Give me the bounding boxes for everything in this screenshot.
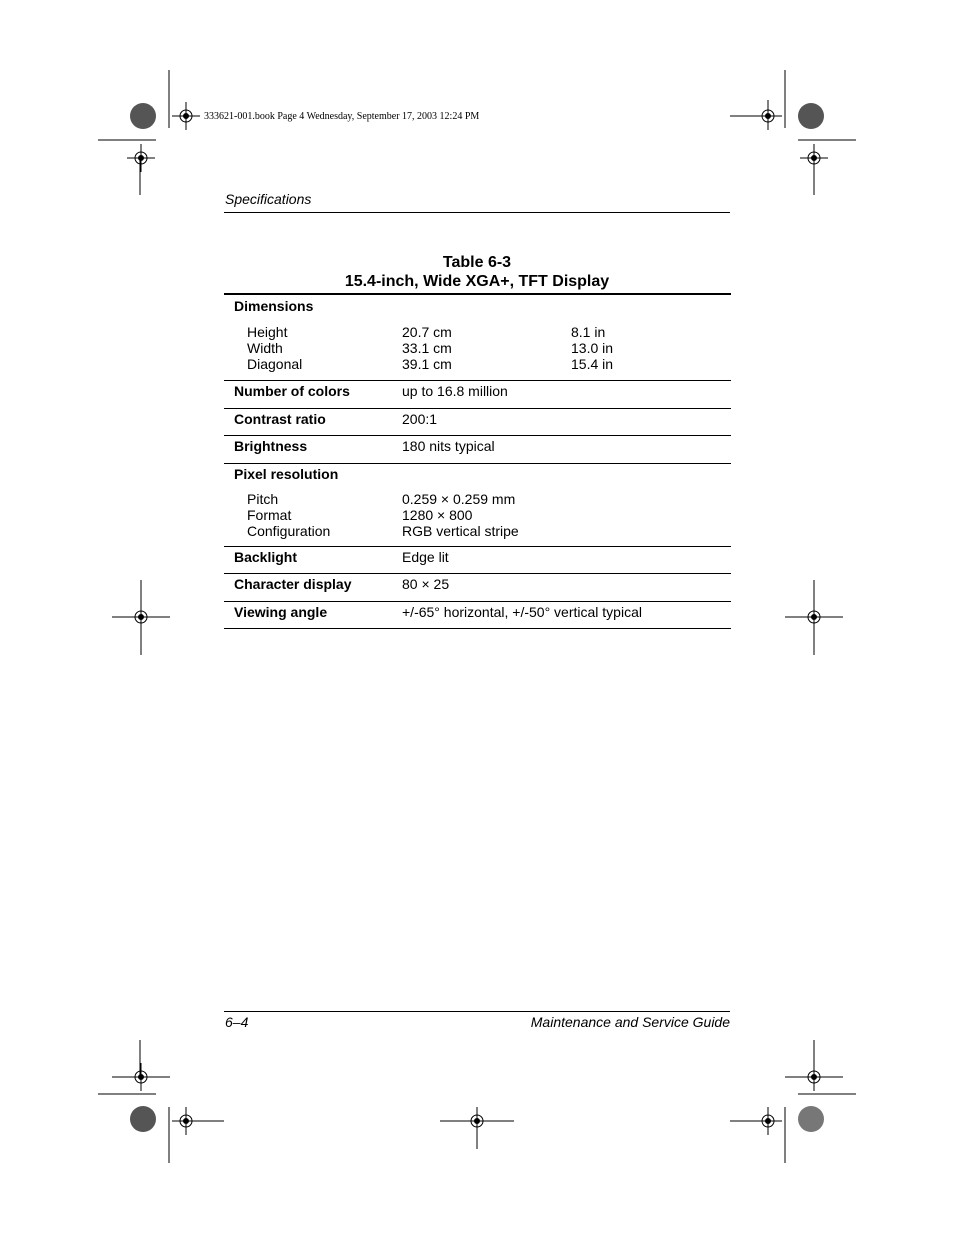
row-sublabel: Height <box>247 324 288 340</box>
cell-metric: 39.1 cm <box>402 356 571 381</box>
cell-imperial: 15.4 in <box>571 356 731 381</box>
color-wheel-icon <box>130 103 156 129</box>
registration-mark-icon <box>785 580 843 655</box>
cell-imperial: 13.0 in <box>571 340 614 356</box>
row-label: Character display <box>224 574 402 602</box>
cell-value: 1280 × 800 <box>402 507 473 523</box>
cell-value: up to 16.8 million <box>402 381 731 409</box>
cell-metric: 20.7 cm <box>402 324 452 340</box>
row-label: Backlight <box>224 547 402 574</box>
table-row <box>224 409 731 436</box>
table-row <box>224 507 731 523</box>
table-row <box>224 491 731 507</box>
table-row <box>224 356 731 381</box>
row-label: Number of colors <box>224 381 402 409</box>
row-sublabel: Format <box>247 507 292 523</box>
row-label: Brightness <box>224 436 402 464</box>
cell-metric: 33.1 cm <box>402 340 452 356</box>
table-number: Table 6-3 <box>442 254 512 271</box>
table-row <box>224 523 731 547</box>
table-row <box>224 340 731 356</box>
cell-value: 180 nits typical <box>402 436 731 464</box>
table-row <box>224 547 731 574</box>
color-wheel-icon <box>798 1106 824 1132</box>
cell-value: RGB vertical stripe <box>402 523 731 547</box>
row-label: Viewing angle <box>224 602 402 629</box>
row-sublabel: Pitch <box>247 491 279 507</box>
registration-mark-icon <box>112 580 170 655</box>
slug-line: 333621-001.book Page 4 Wednesday, September 17, 2003 12:24 PM <box>204 111 480 122</box>
cell-value: Edge lit <box>402 547 731 574</box>
page-number: 6–4 <box>225 1014 249 1030</box>
table-title: 15.4-inch, Wide XGA+, TFT Display <box>344 273 610 290</box>
cell-value: 80 × 25 <box>402 574 731 602</box>
row-label: Pixel resolution <box>234 466 339 482</box>
running-head: Specifications <box>225 191 312 207</box>
row-label: Dimensions <box>234 298 314 314</box>
table-row <box>224 324 731 340</box>
cell-imperial: 8.1 in <box>571 324 606 340</box>
registration-mark-icon <box>730 1107 782 1135</box>
table-row <box>224 464 731 492</box>
table-row <box>224 574 731 602</box>
row-sublabel: Width <box>247 340 283 356</box>
registration-mark-icon <box>127 144 155 172</box>
cell-value: 0.259 × 0.259 mm <box>402 491 516 507</box>
spec-table <box>224 293 731 629</box>
color-wheel-icon <box>130 1106 156 1132</box>
registration-mark-icon <box>800 144 828 172</box>
registration-mark-icon <box>172 102 200 130</box>
footer-rule <box>224 1011 730 1012</box>
registration-mark-icon <box>440 1107 514 1149</box>
registration-mark-icon <box>112 1063 170 1091</box>
table-row <box>224 294 731 324</box>
cell-value: 200:1 <box>402 409 731 436</box>
table-row <box>224 436 731 464</box>
registration-mark-icon <box>172 1107 224 1135</box>
registration-mark-icon <box>730 100 782 130</box>
row-sublabel: Diagonal <box>224 356 402 381</box>
cell-value: +/-65° horizontal, +/-50° vertical typical <box>402 602 731 629</box>
registration-mark-icon <box>785 1063 843 1091</box>
table-row <box>224 381 731 409</box>
header-rule <box>224 212 730 213</box>
color-wheel-icon <box>798 103 824 129</box>
table-row <box>224 602 731 629</box>
row-sublabel: Configuration <box>224 523 402 547</box>
row-label: Contrast ratio <box>224 409 402 436</box>
book-title: Maintenance and Service Guide <box>530 1014 730 1030</box>
